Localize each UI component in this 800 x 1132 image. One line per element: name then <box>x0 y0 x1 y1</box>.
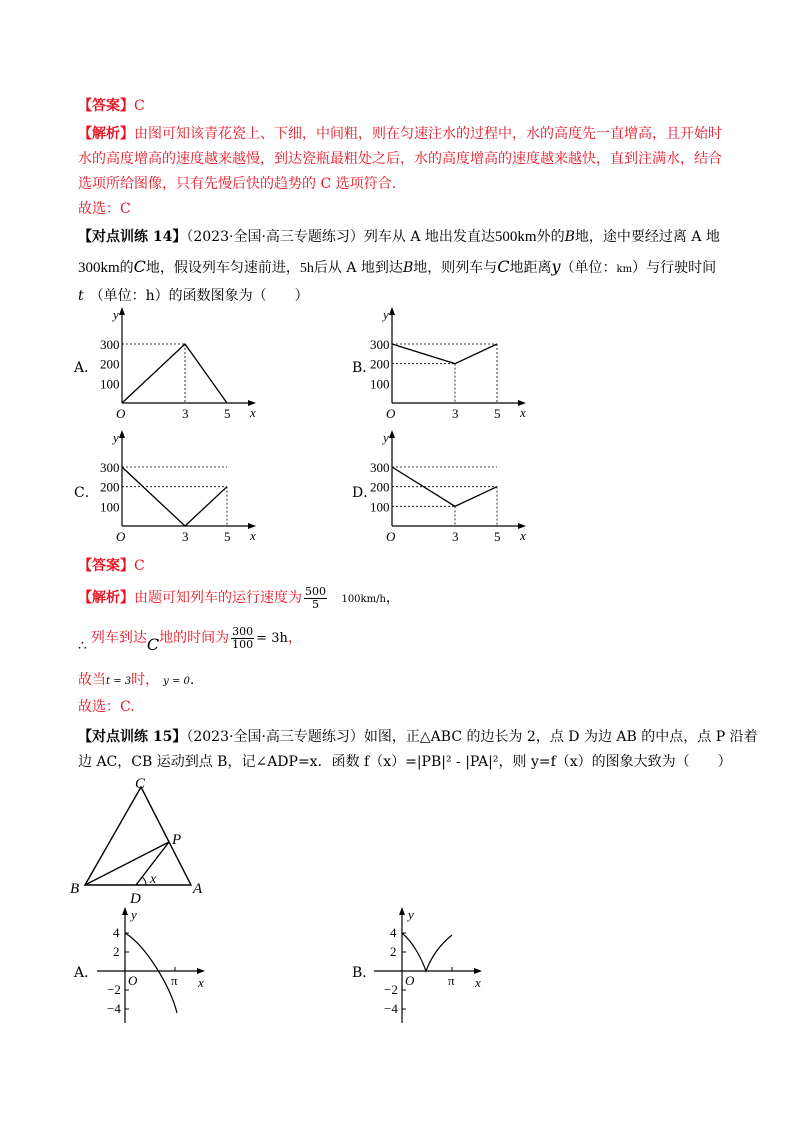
tick-label-300: 300 <box>370 337 390 352</box>
q14-b: B <box>402 260 414 276</box>
q14-unit: h <box>145 288 155 304</box>
tick-label-200: 200 <box>100 356 120 372</box>
tick-label-200: 200 <box>100 479 120 495</box>
tick-label-3: 3 <box>182 406 189 420</box>
analysis2-line-3 <box>78 670 194 692</box>
q14-line-3 <box>78 286 309 306</box>
label-c: C <box>135 776 146 792</box>
axis-x-label: x <box>520 405 526 420</box>
q14-text: 外的 <box>536 229 565 245</box>
analysis2-line-1 <box>78 583 400 615</box>
period: . <box>189 672 195 688</box>
answer-value: C <box>134 558 145 574</box>
tick-label-100: 100 <box>370 499 390 515</box>
y-axis-arrow <box>119 430 125 438</box>
q15-label: 【对点训练 15】 <box>78 729 187 745</box>
tick-label-5: 5 <box>224 406 231 420</box>
q14-label: 【对点训练 14】 <box>78 229 187 245</box>
tick-label-4: 4 <box>113 925 120 940</box>
analysis-text: 地的时间为 <box>159 630 230 646</box>
q14-dist: 500km <box>494 229 537 245</box>
tick-label-100: 100 <box>370 376 390 392</box>
axis-y-label: y <box>383 307 389 322</box>
choose-line-2: 故选：C. <box>78 699 135 715</box>
label-a: A <box>193 881 203 897</box>
q14-option-d-label[interactable]: D． <box>352 485 378 501</box>
q14-y: y <box>551 257 561 276</box>
q15-option-b-label[interactable]: B． <box>352 965 377 981</box>
q14-b: B <box>564 229 575 245</box>
q14-option-a-label[interactable]: A． <box>74 360 99 376</box>
analysis-text: 由题可知列车的运行速度为 <box>134 590 302 606</box>
q14-c: C <box>497 257 510 276</box>
q14-chart-c[interactable] <box>100 428 260 543</box>
tick-label-m2: −2 <box>107 982 121 997</box>
q15-line-2: 边 AC，CB 运动到点 B，记∠ADP=x．函数 f（x）=|PB|² - |PA|²，则 y=f（x）的图象大致为（ ） <box>78 754 732 770</box>
origin-label: O <box>386 406 396 420</box>
origin-label: O <box>405 973 415 988</box>
series-line <box>122 467 227 526</box>
label-d: D <box>130 891 141 907</box>
choose-line-1: 故选：C <box>78 201 131 217</box>
q14-text: 地，则列车与 <box>413 260 498 276</box>
tick-label-5: 5 <box>224 529 231 543</box>
tick-label-200: 200 <box>370 356 390 372</box>
origin-label: O <box>386 529 396 543</box>
y-equation: y = 0 <box>163 676 190 687</box>
tick-label-pi: π <box>448 973 455 988</box>
tick-label-300: 300 <box>100 460 120 475</box>
x-axis-arrow <box>474 968 482 974</box>
q14-text: 地，途中要经过离 A 地 <box>574 229 720 245</box>
q14-line-2 <box>78 257 716 280</box>
analysis-label: 【解析】 <box>78 590 134 606</box>
axis-y-label: y <box>408 907 414 922</box>
axis-x-label: x <box>198 975 204 990</box>
q14-text: 地，假设列车匀速前进， <box>145 260 300 276</box>
axis-y-label: y <box>383 430 389 445</box>
q14-unit: km <box>616 264 633 275</box>
tick-label-2: 2 <box>113 944 120 959</box>
fraction-numerator: 500 <box>305 584 326 598</box>
t-equation: t = 3 <box>106 676 132 687</box>
speed-fraction <box>304 586 327 611</box>
x-axis-arrow <box>197 968 205 974</box>
q14-line-1 <box>78 227 720 247</box>
fraction-denominator: 100 <box>232 637 254 651</box>
tick-label-pi: π <box>171 973 178 988</box>
axis-y-label: y <box>131 907 137 922</box>
tick-label-m2: −2 <box>384 982 398 997</box>
q14-chart-d[interactable] <box>370 428 535 543</box>
tick-label-2: 2 <box>390 944 397 959</box>
analysis-text: 时， <box>131 672 160 688</box>
tick-label-3: 3 <box>452 529 459 543</box>
q15-graph-a[interactable] <box>95 905 215 1027</box>
fraction-numerator: 300 <box>232 624 254 638</box>
analysis-text: 由图可知该青花瓷上、下细，中间粗，则在匀速注水的过程中，水的高度先一直增高，且开始时 <box>134 126 722 142</box>
comma: ， <box>385 590 400 606</box>
fraction-denominator: 5 <box>312 597 319 611</box>
tick-label-3: 3 <box>182 529 189 543</box>
q14-option-c-label[interactable]: C． <box>74 485 99 501</box>
q14-option-b-label[interactable]: B． <box>352 360 377 376</box>
series-line <box>392 344 497 364</box>
y-axis-arrow <box>399 907 405 915</box>
q15-line-1 <box>78 727 758 747</box>
label-p: P <box>172 832 182 848</box>
q14-text: （单位： <box>89 288 146 304</box>
q14-text: （2023·全国·高三专题练习）列车从 A 地出发直达 <box>186 229 495 245</box>
therefore-symbol: ∴ <box>78 638 87 654</box>
analysis2-line-2 <box>78 622 302 654</box>
y-axis-arrow <box>122 907 128 915</box>
tick-label-5: 5 <box>494 406 501 420</box>
q14-dist: 300km <box>78 260 120 276</box>
speed-value: 100km/h <box>341 594 386 605</box>
q14-text: 后从 A 地到达 <box>313 260 403 276</box>
series-line <box>122 344 227 403</box>
analysis-label: 【解析】 <box>78 126 134 142</box>
q14-t: t <box>78 288 84 304</box>
axis-x-label: x <box>520 528 526 543</box>
y-axis-arrow <box>119 307 125 315</box>
q14-time: 5h <box>299 261 314 276</box>
analysis-c: C <box>146 635 160 654</box>
q15-option-a-label[interactable]: A． <box>74 965 99 981</box>
tick-label-300: 300 <box>100 337 120 352</box>
tick-label-m4: −4 <box>384 1001 398 1016</box>
label-x: x <box>150 872 157 887</box>
label-b: B <box>70 881 80 897</box>
answer-line-1 <box>78 96 145 116</box>
comma: ， <box>287 630 302 646</box>
origin-label: O <box>116 406 126 420</box>
q14-chart-a[interactable] <box>100 305 260 420</box>
tick-label-5: 5 <box>494 529 501 543</box>
axis-x-label: x <box>250 528 256 543</box>
angle-arc <box>142 877 146 885</box>
y-axis-arrow <box>389 430 395 438</box>
origin-label: O <box>128 973 138 988</box>
axis-y-label: y <box>113 430 119 445</box>
analysis-text: 故当 <box>78 672 106 688</box>
tick-label-200: 200 <box>370 479 390 495</box>
tick-label-4: 4 <box>390 925 397 940</box>
time-result: = 3h <box>256 631 288 646</box>
answer-value: C <box>134 98 145 114</box>
time-fraction <box>231 626 254 651</box>
q14-text: ）与行驶时间 <box>632 260 717 276</box>
y-axis-arrow <box>389 307 395 315</box>
analysis-line-3: 选项所给图像，只有先慢后快的趋势的 C 选项符合. <box>78 176 397 192</box>
tick-label-300: 300 <box>370 460 390 475</box>
curve <box>402 933 452 971</box>
q15-graph-b[interactable] <box>372 905 492 1027</box>
q14-chart-b[interactable] <box>370 305 535 420</box>
analysis-line-2: 水的高度增高的速度越来越慢，到达瓷瓶最粗处之后，水的高度增高的速度越来越快，直到注满水，结合 <box>78 151 722 167</box>
q14-text: 的 <box>119 260 134 276</box>
answer-label: 【答案】 <box>78 558 134 574</box>
tick-label-m4: −4 <box>107 1001 121 1016</box>
axis-y-label: y <box>113 307 119 322</box>
tick-label-100: 100 <box>100 499 120 515</box>
axis-x-label: x <box>250 405 256 420</box>
q14-text: ）的函数图象为（ ） <box>154 288 309 304</box>
q14-c: C <box>133 257 146 276</box>
triangle-figure <box>65 772 215 907</box>
analysis-text: 列车到达 <box>90 630 147 646</box>
tick-label-3: 3 <box>452 406 459 420</box>
axis-x-label: x <box>475 975 481 990</box>
answer-label: 【答案】 <box>78 98 134 114</box>
tick-label-100: 100 <box>100 376 120 392</box>
q14-text: （单位： <box>560 260 617 276</box>
answer-line-2 <box>78 556 145 576</box>
analysis-line-1 <box>78 124 722 144</box>
q15-text: （2023·全国·高三专题练习）如图，正△ABC 的边长为 2，点 D 为边 AB 的中点，点 P 沿着 <box>186 729 758 745</box>
q14-text: 地距离 <box>509 260 552 276</box>
origin-label: O <box>116 529 126 543</box>
